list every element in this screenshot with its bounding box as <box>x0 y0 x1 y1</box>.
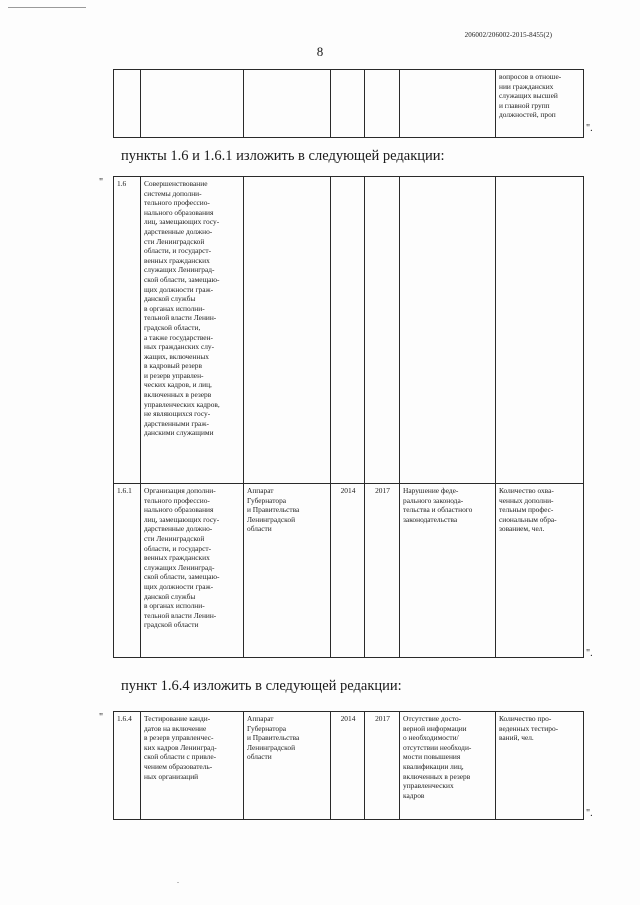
item-number: 1.6.1 <box>117 486 132 495</box>
item-name: Организация дополни- тельного профессио- нального образования лиц, замещающих госу- дарственные должно- сти Ленинградской области, и государст- венных гражданских служащих Ленинград- ской области, замещаю- щих должности граж- данской службы в органах исполни- тельной власти Ленин- градской области <box>144 486 220 630</box>
item-name: Тестирование канди- датов на включение в резерв управленчес- ких кадров Ленинград- ской области с привле- чением образователь- ных организаций <box>144 714 217 781</box>
table-row <box>114 177 584 484</box>
item-164-table <box>113 711 584 820</box>
document-id: 206002/206002-2015-8455(2) <box>464 31 552 39</box>
opening-quote: " <box>99 712 104 723</box>
item-start-year: 2014 <box>340 486 356 495</box>
continuation-table <box>113 69 584 138</box>
closing-quote: ". <box>586 648 593 659</box>
item-risk: Отсутствие досто- верной информации о необходимости/ отсутствии необходи- мости повышения квалификации лиц, включенных в резерв управленческих кадров <box>403 714 472 800</box>
table-row <box>114 484 584 658</box>
item-name: Совершенствование системы дополни- тельного профессио- нального образования лиц, замещающих госу- дарственные должно- сти Ленинградской области, и государст- венных гражданских служащих Ленинград- ской области, замещаю- щих должности граж- данской службы в органах исполни- тельной власти Ленин- градской области, а также государствен- ных гражданских слу- жащих, включенных в кадровый резерв и резерв управлен- ческих кадров, и лиц, включенных в резерв управленческих кадров, не являющихся госу- дарственными граж- данскими служащими <box>144 179 220 438</box>
section-heading-2: пункт 1.6.4 изложить в следующей редакции: <box>121 678 402 694</box>
table-row <box>114 70 584 138</box>
item-end-year: 2017 <box>375 486 390 495</box>
table-row <box>114 712 584 820</box>
section-heading-1: пункты 1.6 и 1.6.1 изложить в следующей редакции: <box>121 148 445 164</box>
scan-top-line <box>8 7 86 8</box>
item-risk: Нарушение феде- рального законода- тельства и областного законодательства <box>403 486 473 524</box>
item-indicator: Количество про- веденных тестиро- ваний, чел. <box>499 714 559 743</box>
closing-quote: ". <box>586 123 593 134</box>
item-number: 1.6.4 <box>117 714 132 723</box>
item-end-year: 2017 <box>375 714 390 723</box>
items-table <box>113 176 584 658</box>
opening-quote: " <box>99 177 104 188</box>
item-executor: Аппарат Губернатора и Правительства Ленинградской области <box>247 486 300 534</box>
item-executor: Аппарат Губернатора и Правительства Ленинградской области <box>247 714 300 762</box>
scan-mark: . <box>177 876 179 885</box>
indicator-cell: вопросов в отноше- нии гражданских служащих высшей и главной групп должностей, проп <box>499 72 562 120</box>
item-start-year: 2014 <box>340 714 356 723</box>
page-number: 8 <box>316 44 324 59</box>
item-indicator: Количество охва- ченных дополни- тельным профес- сиональным обра- зованием, чел. <box>499 486 557 534</box>
item-number: 1.6 <box>117 179 127 188</box>
closing-quote: ". <box>586 808 593 819</box>
